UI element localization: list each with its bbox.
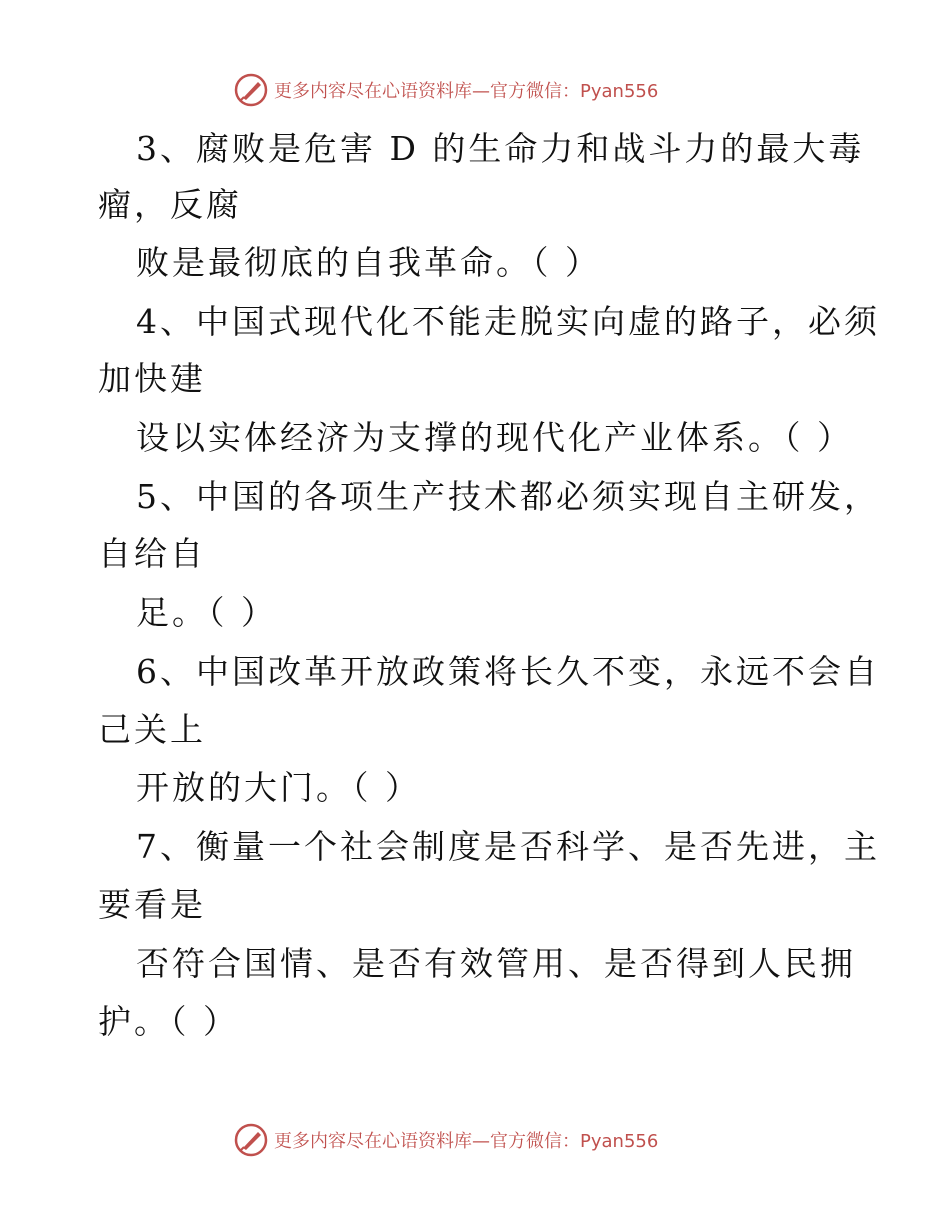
text-line: 设以实体经济为支撑的现代化产业体系。（ ）	[136, 418, 853, 457]
text-line: 护。（ ）	[98, 1002, 239, 1041]
text-line: 3、腐败是危害 D 的生命力和战斗力的最大毒	[136, 129, 865, 168]
footer-watermark	[234, 1120, 658, 1160]
text-line: 己关上	[98, 710, 206, 749]
text-line: 4、中国式现代化不能走脱实向虚的路子，必须	[136, 302, 880, 341]
quill-logo-icon	[234, 73, 268, 107]
text-line: 瘤，反腐	[98, 185, 242, 224]
text-line: 败是最彻底的自我革命。（ ）	[136, 243, 601, 282]
text-line: 7、衡量一个社会制度是否科学、是否先进，主	[136, 827, 880, 866]
header-watermark-text: 更多内容尽在心语资料库—官方微信：Pyan556	[274, 81, 659, 102]
text-line: 自给自	[98, 534, 206, 573]
text-line: 否符合国情、是否有效管用、是否得到人民拥	[136, 944, 856, 983]
text-line: 5、中国的各项生产技术都必须实现自主研发，	[136, 477, 880, 516]
header-watermark	[234, 70, 658, 110]
quill-logo-icon	[234, 1123, 268, 1157]
footer-watermark-text: 更多内容尽在心语资料库—官方微信：Pyan556	[274, 1131, 659, 1152]
text-line: 加快建	[98, 359, 206, 398]
text-line: 要看是	[98, 885, 206, 924]
text-line: 开放的大门。（ ）	[136, 768, 421, 807]
text-line: 足。（ ）	[136, 593, 277, 632]
text-line: 6、中国改革开放政策将长久不变，永远不会自	[136, 652, 880, 691]
